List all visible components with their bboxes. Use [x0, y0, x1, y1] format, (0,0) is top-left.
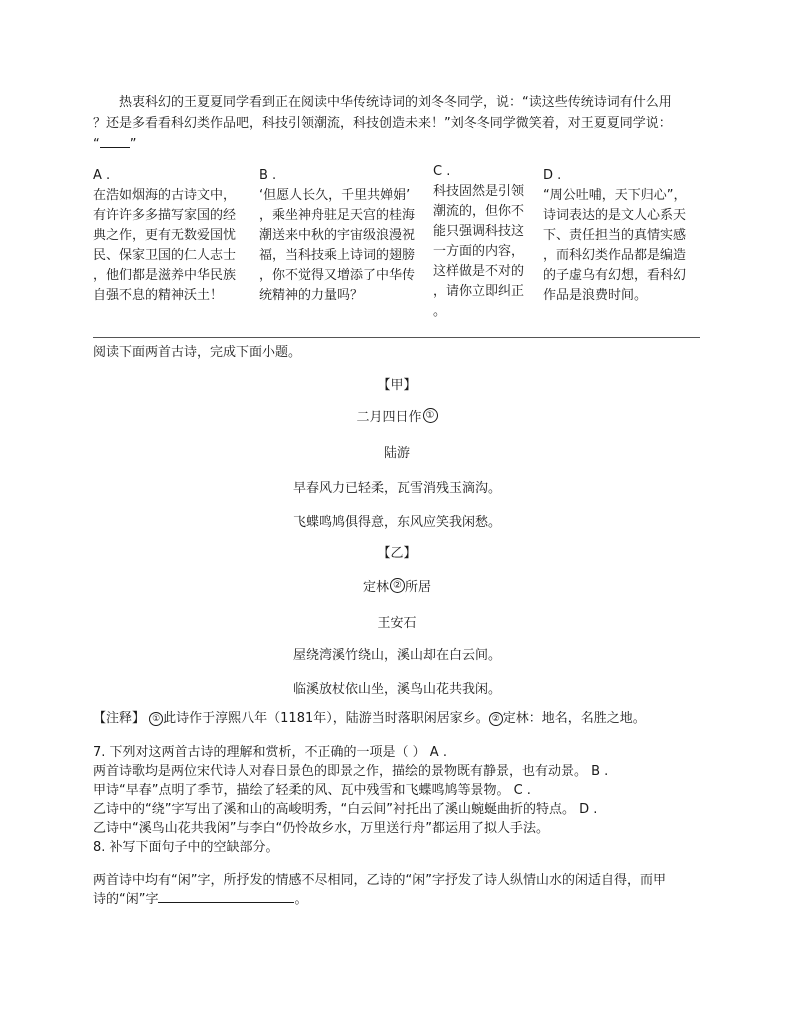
section-divider	[93, 337, 700, 338]
option-line: 科技固然是引领	[433, 184, 525, 199]
option-c[interactable]	[433, 162, 537, 322]
option-line: “周公吐哺，天下归心”，	[543, 188, 687, 203]
question-7-option-a[interactable]: 两首诗歌均是两位宋代诗人对春日景色的即景之作，描绘的景物既有静景，也有动景。 B .	[93, 764, 609, 779]
note-marker-2: ②	[390, 578, 405, 593]
option-line: 这样做是不对的	[433, 264, 525, 279]
poem-b-line-1: 屋绕湾溪竹绕山，溪山却在白云间。	[292, 648, 501, 663]
option-line: 下、责任担当的真情实感	[543, 228, 687, 243]
question-7-option-c[interactable]: 乙诗中的“绕”字写出了溪和山的高峻明秀，“白云间”衬托出了溪山蜿蜒曲折的特点。 D .	[93, 802, 598, 817]
option-line: ，他们都是滋养中华民族	[93, 268, 237, 283]
poem-b-line-2: 临溪放杖依山坐，溪鸟山花共我闲。	[292, 682, 501, 697]
intro-line-2: ？还是多看看科幻类作品吧，科技引领潮流，科技创造未来！”刘冬冬同学微笑着，对王夏夏同学说：	[93, 116, 672, 131]
option-line: 。	[433, 304, 447, 319]
option-letter: C .	[433, 164, 451, 179]
intro-paragraph	[93, 92, 705, 155]
note-marker-2: ②	[489, 712, 503, 726]
option-line: 能只强调科技这	[433, 224, 525, 239]
poem-a-line-2: 飞蝶鸣鸠俱得意，东风应笑我闲愁。	[292, 515, 501, 530]
intro-line-3: “ ”	[93, 137, 137, 152]
question-8: 8. 补写下面句子中的空缺部分。	[93, 840, 279, 855]
answer-blank	[100, 135, 130, 148]
poem-a-title: 二月四日作 ①	[0, 406, 794, 425]
option-line: 诗词表达的是文人心系天	[543, 208, 687, 223]
option-line: 统精神的力量吗？	[259, 288, 364, 303]
question-7-option-d[interactable]: 乙诗中“溪鸟山花共我闲”与李白“仍怜故乡水，万里送行舟”都运用了拟人手法。	[93, 821, 549, 836]
question-8-para-1: 两首诗中均有“闲”字，所抒发的情感不尽相同，乙诗的“闲”字抒发了诗人纵情山水的闲适自得，而甲	[93, 873, 666, 888]
poem-a-author: 陆游	[383, 446, 410, 461]
question-7-option-b[interactable]: 甲诗“早春”点明了季节，描绘了轻柔的风、瓦中残雪和飞蝶鸣鸠等景物。 C .	[93, 783, 531, 798]
option-line: ，你不觉得又增添了中华传	[259, 268, 416, 283]
annotation: 【注释】 ① 此诗作于淳熙八年（1181年），陆游当时落职闲居家乡。 ② 定林：地名，名胜之地。	[93, 711, 646, 726]
fill-blank[interactable]	[158, 890, 294, 903]
question-8-para-2: 诗的“闲”字 。	[93, 892, 308, 907]
reading-prompt: 阅读下面两首古诗，完成下面小题。	[93, 345, 302, 360]
question-7: 7. 下列对这两首古诗的理解和赏析，不正确的一项是（ ） A .	[93, 745, 447, 760]
option-line: 潮送来中秋的宇宙级浪漫祝	[259, 228, 416, 243]
poem-b-title: 定林 ② 所居	[362, 580, 432, 595]
option-b[interactable]	[259, 166, 431, 306]
note-marker-1: ①	[423, 408, 438, 423]
option-line: 民、保家卫国的仁人志士	[93, 248, 237, 263]
intro-line-1: 热衷科幻的王夏夏同学看到正在阅读中华传统诗词的刘冬冬同学，说：“读这些传统诗词有什么用	[119, 95, 672, 110]
poem-b-author: 王安石	[377, 616, 417, 631]
option-d[interactable]	[543, 166, 705, 306]
option-line: ，乘坐神舟驻足天宫的桂海	[259, 208, 416, 223]
option-line: 有许许多多描写家国的经	[93, 208, 237, 223]
option-letter: A .	[93, 168, 111, 183]
poem-a-line-1: 早春风力已轻柔，瓦雪消残玉滴沟。	[292, 481, 501, 496]
option-line: ，而科幻类作品都是编造	[543, 248, 687, 263]
option-line: 在浩如烟海的古诗文中，	[93, 188, 237, 203]
poem-a-tag: 【甲】	[377, 378, 417, 393]
option-letter: D .	[543, 168, 562, 183]
option-line: 自强不息的精神沃土！	[93, 288, 224, 303]
option-line: ‘但愿人长久，千里共婵娟’	[259, 188, 411, 203]
option-letter: B .	[259, 168, 277, 183]
note-marker-1: ①	[149, 712, 163, 726]
option-line: 典之作，更有无数爱国忧	[93, 228, 237, 243]
poem-b-tag: 【乙】	[377, 546, 417, 561]
option-line: 的子虚乌有幻想，看科幻	[543, 268, 687, 283]
option-line: 一方面的内容，	[433, 244, 525, 259]
option-line: 作品是浪费时间。	[543, 288, 648, 303]
option-line: 潮流的，但你不	[433, 204, 525, 219]
option-line: ，请你立即纠正	[433, 284, 525, 299]
option-line: 福，当科技乘上诗词的翅膀	[259, 248, 416, 263]
option-a[interactable]	[93, 166, 253, 306]
